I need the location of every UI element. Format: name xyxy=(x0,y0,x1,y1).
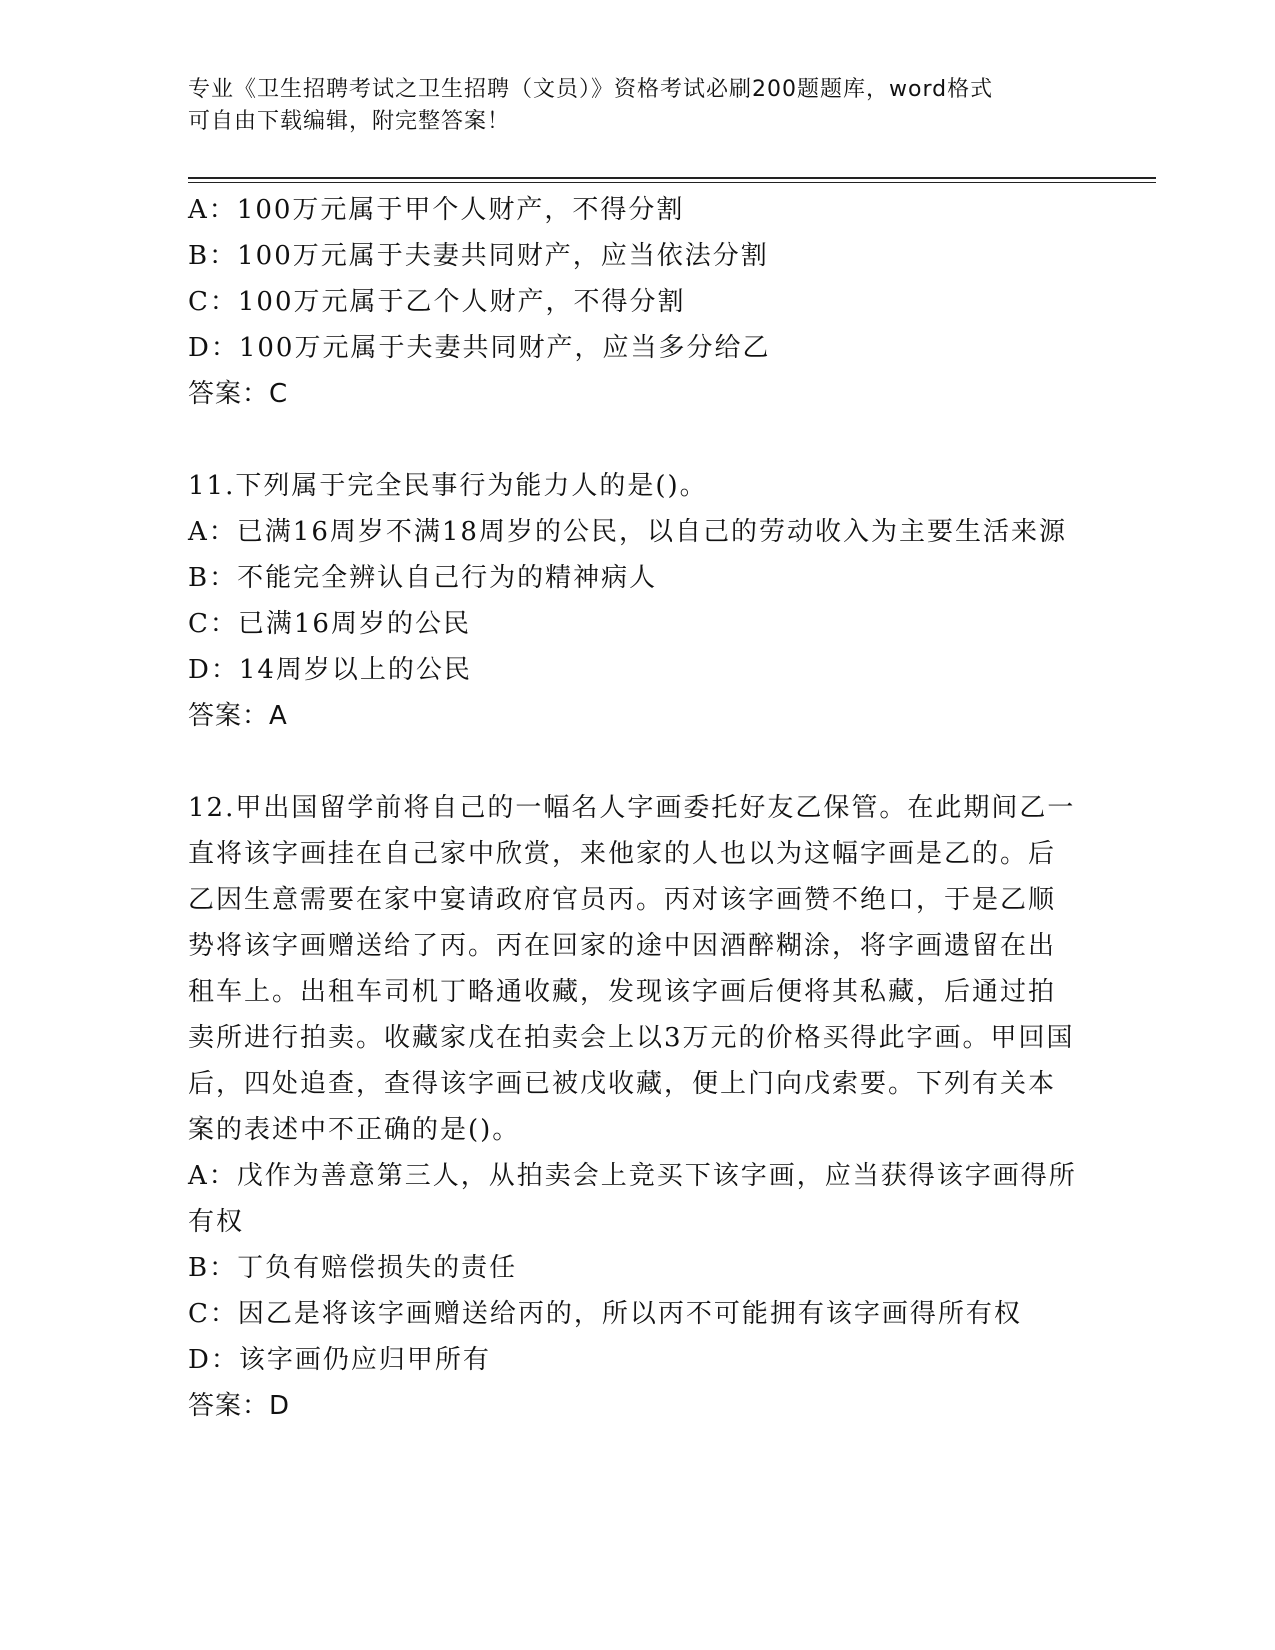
question-content xyxy=(188,187,1078,1429)
question-11-option-c: C：已满16周岁的公民 xyxy=(188,609,471,639)
question-10-option-a: A：100万元属于甲个人财产，不得分割 xyxy=(188,195,685,225)
question-10-option-b: B：100万元属于夫妻共同财产，应当依法分割 xyxy=(188,241,769,271)
question-10-option-d: D：100万元属于夫妻共同财产，应当多分给乙 xyxy=(188,333,771,363)
question-11-answer: 答案：A xyxy=(188,701,288,731)
header-divider-thin xyxy=(188,182,1156,183)
question-12-option-d: D：该字画仍应归甲所有 xyxy=(188,1345,491,1375)
question-12-answer: 答案：D xyxy=(188,1391,291,1421)
question-spacer xyxy=(188,739,1078,785)
question-11-block xyxy=(188,463,1078,739)
header-line-2: 可自由下载编辑，附完整答案！ xyxy=(188,109,511,134)
question-10-option-c: C：100万元属于乙个人财产，不得分割 xyxy=(188,287,686,317)
question-11-option-b: B：不能完全辨认自己行为的精神病人 xyxy=(188,563,658,593)
header-line-1: 专业《卫生招聘考试之卫生招聘（文员）》资格考试必刷200题题库，word格式 xyxy=(188,77,994,102)
question-10-block xyxy=(188,187,1078,417)
question-spacer xyxy=(188,417,1078,463)
question-12-option-c: C：因乙是将该字画赠送给丙的，所以丙不可能拥有该字画得所有权 xyxy=(188,1299,1022,1329)
header-divider-thick xyxy=(188,177,1156,179)
question-11-option-d: D：14周岁以上的公民 xyxy=(188,655,472,685)
question-10-answer: 答案：C xyxy=(188,379,289,409)
question-12-option-a: A：戊作为善意第三人，从拍卖会上竞买下该字画，应当获得该字画得所有权 xyxy=(188,1161,1077,1237)
question-12-text: 12.甲出国留学前将自己的一幅名人字画委托好友乙保管。在此期间乙一直将该字画挂在自己家中欣赏，来他家的人也以为这幅字画是乙的。后乙因生意需要在家中宴请政府官员丙。丙对该字画赞不绝口，于是乙顺势将该字画赠送给了丙。丙在回家的途中因酒醉糊涂，将字画遗留在出租车上。出租车司机丁略通收藏，发现该字画后便将其私藏，后通过拍卖所进行拍卖。收藏家戊在拍卖会上以3万元的价格买得此字画。甲回国后，四处追查，查得该字画已被戊收藏，便上门向戊索要。下列有关本案的表述中不正确的是()。 xyxy=(188,793,1076,1145)
question-12-option-b: B：丁负有赔偿损失的责任 xyxy=(188,1253,518,1283)
question-11-text: 11.下列属于完全民事行为能力人的是()。 xyxy=(188,471,708,501)
document-header xyxy=(188,74,1088,138)
question-12-block xyxy=(188,785,1078,1429)
question-11-option-a: A：已满16周岁不满18周岁的公民，以自己的劳动收入为主要生活来源 xyxy=(188,517,1067,547)
